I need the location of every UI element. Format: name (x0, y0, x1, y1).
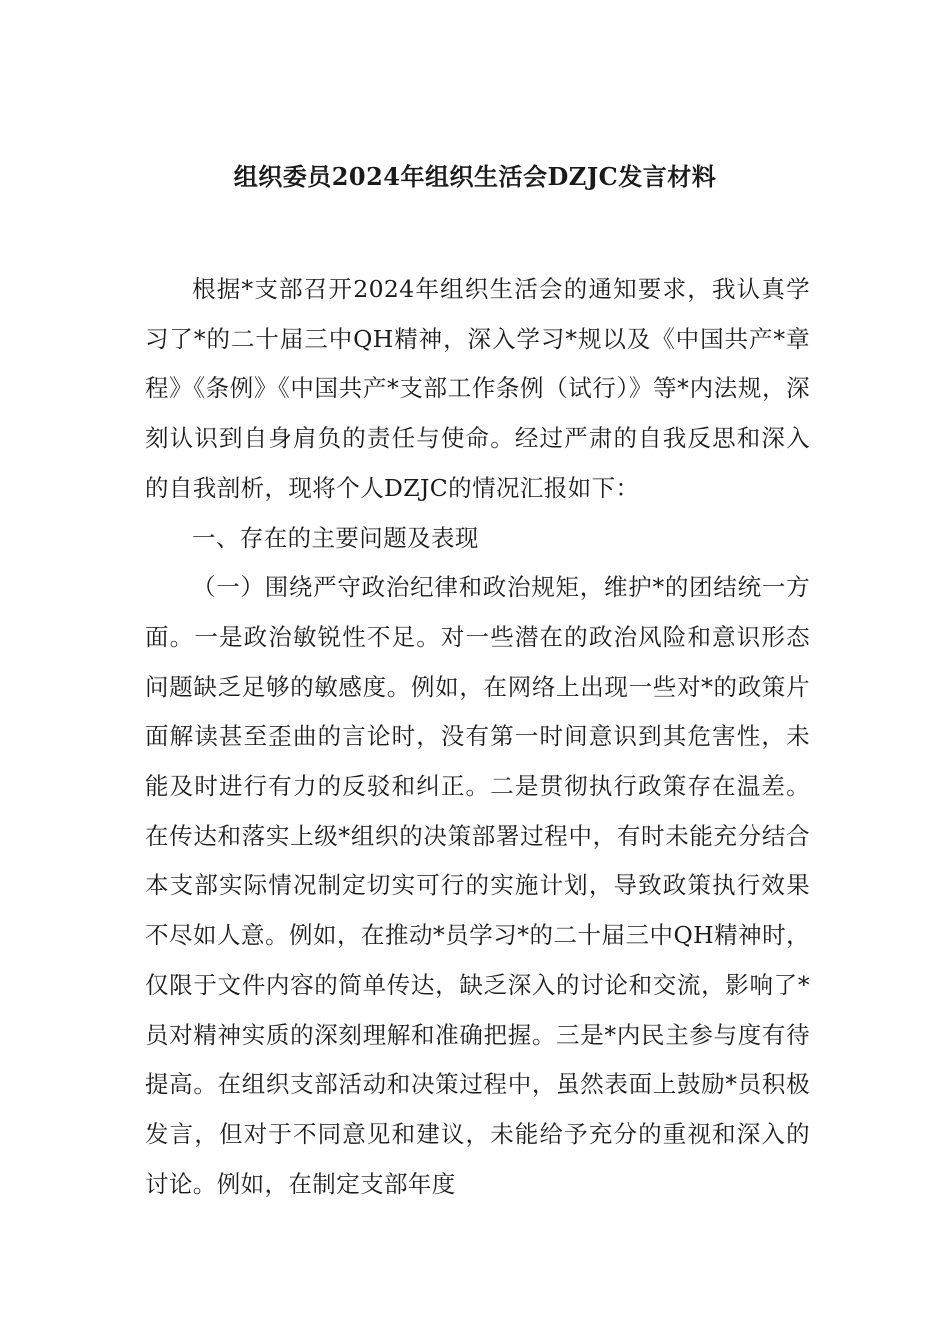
document-body (145, 265, 810, 1209)
intro-paragraph: 根据*支部召开2024年组织生活会的通知要求，我认真学习了*的二十届三中QH精神，深入学习*规以及《中国共产*章程》《条例》《中国共产*支部工作条例（试行）》等*内法规，深刻认识到自身肩负的责任与使命。经过严肃的自我反思和深入的自我剖析，现将个人DZJC的情况汇报如下： (145, 275, 810, 502)
body-paragraph: （一）围绕严守政治纪律和政治规矩，维护*的团结统一方面。一是政治敏锐性不足。对一些潜在的政治风险和意识形态问题缺乏足够的敏感度。例如，在网络上出现一些对*的政策片面解读甚至歪曲的言论时，没有第一时间意识到其危害性，未能及时进行有力的反驳和纠正。二是贯彻执行政策存在温差。在传达和落实上级*组织的决策部署过程中，有时未能充分结合本支部实际情况制定切实可行的实施计划，导致政策执行效果不尽如人意。例如，在推动*员学习*的二十届三中QH精神时，仅限于文件内容的简单传达，缺乏深入的讨论和交流，影响了*员对精神实质的深刻理解和准确把握。三是*内民主参与度有待提高。在组织支部活动和决策过程中，虽然表面上鼓励*员积极发言，但对于不同意见和建议，未能给予充分的重视和深入的讨论。例如，在制定支部年度 (145, 573, 810, 1198)
section-heading: 一、存在的主要问题及表现 (192, 523, 479, 552)
document-title: 组织委员2024年组织生活会DZJC发言材料 (233, 162, 717, 191)
